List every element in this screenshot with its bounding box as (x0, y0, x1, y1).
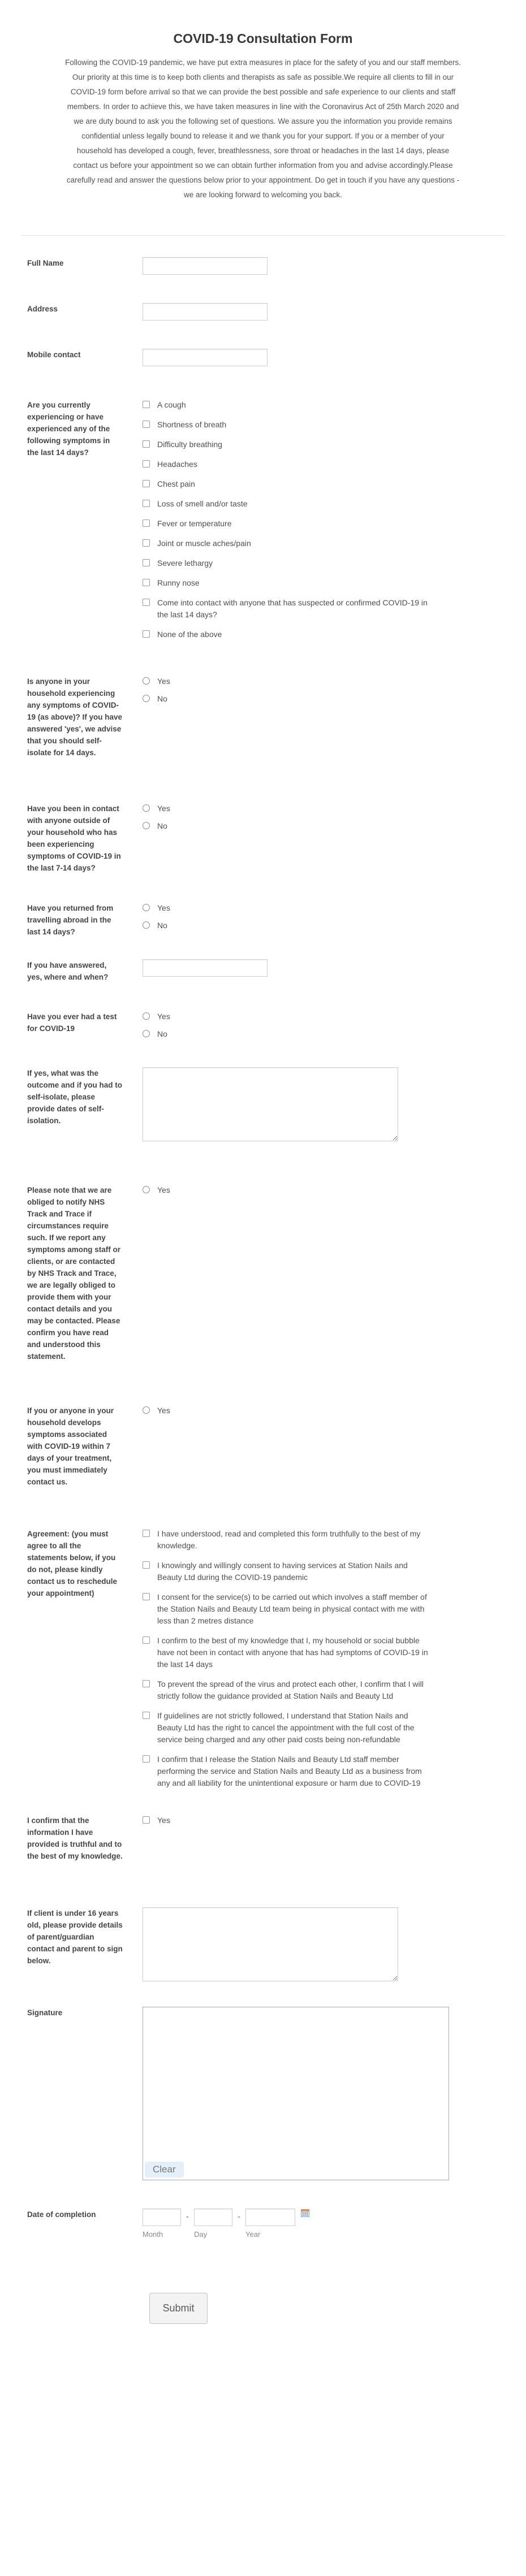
field-symptoms (0, 399, 526, 640)
checkbox-icon[interactable] (143, 460, 150, 467)
radio-icon[interactable] (143, 695, 150, 702)
address-input[interactable] (143, 303, 268, 321)
checkbox-icon[interactable] (143, 539, 150, 547)
full-name-input[interactable] (143, 257, 268, 275)
radio-icon[interactable] (143, 904, 150, 911)
field-date-of-completion (0, 2209, 526, 2239)
field-covid-test (0, 1011, 526, 1040)
travel-abroad-label: Have you returned from travelling abroad in the last 14 days? (27, 904, 114, 936)
date-of-completion-label: Date of completion (27, 2210, 96, 2219)
household-symptoms-options (143, 676, 170, 705)
radio-icon[interactable] (143, 677, 150, 685)
date-day-input[interactable] (194, 2209, 232, 2226)
mobile-contact-label: Mobile contact (27, 350, 81, 359)
household-symptoms-label: Is anyone in your household experiencing any symptoms of COVID-19 (as above)? If you have answered 'yes', we advise that you should self-isolate for 14 days. (27, 677, 123, 757)
symptom-option-joint-muscle-aches[interactable]: Joint or muscle aches/pain (143, 538, 440, 549)
covid-test-no[interactable]: No (143, 1028, 170, 1040)
agreement-label: Agreement: (you must agree to all the statements below, if you do not, please kindly contact us to reschedule your appointment) (27, 1530, 118, 1597)
date-of-completion-control (143, 2209, 309, 2239)
field-mobile-contact (0, 349, 526, 366)
contact-outside-yes[interactable]: Yes (143, 803, 170, 815)
symptom-option-severe-lethargy[interactable]: Severe lethargy (143, 557, 440, 569)
field-contact-outside (0, 803, 526, 874)
travel-abroad-options (143, 902, 170, 932)
field-test-outcome (0, 1067, 526, 1144)
field-develops-symptoms (0, 1405, 526, 1488)
test-outcome-label: If yes, what was the outcome and if you had to self-isolate, please provide dates of self-isolation. (27, 1069, 122, 1125)
checkbox-icon[interactable] (143, 480, 150, 487)
confirm-truthful-yes[interactable]: Yes (143, 1815, 170, 1826)
field-full-name (0, 257, 526, 275)
agreement-option-liability-release[interactable]: I confirm that I release the Station Nails and Beauty Ltd staff member performing the service and Station Nails and Beauty Ltd as a business from any and all liability for the unintentional exposure or harm due to COVID-19 (143, 1754, 429, 1789)
field-nhs-track-trace (0, 1184, 526, 1362)
checkbox-icon[interactable] (143, 579, 150, 586)
symptom-option-headaches[interactable]: Headaches (143, 458, 440, 470)
symptom-option-cough[interactable]: A cough (143, 399, 440, 411)
radio-icon[interactable] (143, 1186, 150, 1193)
test-outcome-textarea[interactable] (143, 1067, 398, 1141)
field-agreement (0, 1528, 526, 1789)
mobile-contact-input[interactable] (143, 349, 268, 366)
radio-icon[interactable] (143, 822, 150, 829)
address-label: Address (27, 305, 58, 313)
signature-pad[interactable] (143, 2007, 449, 2180)
field-confirm-truthful (0, 1815, 526, 1862)
develops-symptoms-label: If you or anyone in your household develops symptoms associated with COVID-19 within 7 days of your treatment, you must immediately contact us. (27, 1406, 114, 1486)
where-when-label: If you have answered, yes, where and when? (27, 961, 109, 981)
date-month-input[interactable] (143, 2209, 181, 2226)
under-16-textarea[interactable] (143, 1907, 398, 1981)
symptoms-label: Are you currently experiencing or have experienced any of the following symptoms in the last 14 days? (27, 401, 110, 457)
symptom-option-difficulty-breathing[interactable]: Difficulty breathing (143, 439, 440, 451)
symptom-option-loss-of-smell-taste[interactable]: Loss of smell and/or taste (143, 498, 440, 510)
where-when-input[interactable] (143, 959, 268, 977)
agreement-options (143, 1528, 429, 1789)
radio-icon[interactable] (143, 921, 150, 929)
confirm-truthful-options (143, 1815, 170, 1826)
develops-symptoms-options (143, 1405, 170, 1417)
contact-outside-options (143, 803, 170, 832)
contact-outside-no[interactable]: No (143, 820, 170, 832)
checkbox-icon[interactable] (143, 630, 150, 638)
under-16-label: If client is under 16 years old, please provide details of parent/guardian contact and parent to sign below. (27, 1909, 123, 1965)
symptom-option-none-of-the-above[interactable]: None of the above (143, 629, 440, 640)
agreement-option-physical-contact[interactable]: I consent for the service(s) to be carried out which involves a staff member of the Station Nails and Beauty Ltd team being in physical contact with me with less than 2 metres distance (143, 1591, 429, 1627)
field-signature (0, 2007, 526, 2180)
checkbox-icon[interactable] (143, 1816, 150, 1824)
date-year-sublabel: Year (245, 2230, 261, 2239)
checkbox-icon[interactable] (143, 1561, 150, 1569)
agreement-option-cancellation-policy[interactable]: If guidelines are not strictly followed, I understand that Station Nails and Beauty Ltd has the right to cancel the appointment with the full cost of the service being charged and any other paid costs being non-refundable (143, 1710, 429, 1746)
agreement-option-no-contact-14-days[interactable]: I confirm to the best of my knowledge that I, my household or social bubble have not been in contact with anyone that has had symptoms of COVID-19 in the last 14 days (143, 1635, 429, 1670)
full-name-label: Full Name (27, 259, 64, 267)
confirm-truthful-label: I confirm that the information I have provided is truthful and to the best of my knowledge. (27, 1816, 123, 1860)
symptoms-options (143, 399, 440, 640)
page-title: COVID-19 Consultation Form (173, 31, 353, 46)
checkbox-icon[interactable] (143, 440, 150, 448)
checkbox-icon[interactable] (143, 1636, 150, 1644)
field-address (0, 303, 526, 321)
radio-icon[interactable] (143, 1030, 150, 1037)
date-day-sublabel: Day (194, 2230, 208, 2239)
symptom-option-chest-pain[interactable]: Chest pain (143, 478, 440, 490)
signature-label: Signature (27, 2008, 63, 2017)
field-household-symptoms (0, 676, 526, 759)
contact-outside-label: Have you been in contact with anyone outside of your household who has been experiencing symptoms of COVID-19 in the last 7-14 days? (27, 804, 121, 872)
checkbox-icon[interactable] (143, 401, 150, 408)
checkbox-icon[interactable] (143, 599, 150, 606)
household-symptoms-yes[interactable]: Yes (143, 676, 170, 687)
covid-test-yes[interactable]: Yes (143, 1011, 170, 1023)
calendar-icon[interactable] (301, 2209, 309, 2220)
submit-row (149, 2293, 526, 2324)
nhs-track-trace-yes[interactable]: Yes (143, 1184, 170, 1196)
agreement-option-consent-services[interactable]: I knowingly and willingly consent to having services at Station Nails and Beauty Ltd during the COVID-19 pandemic (143, 1560, 429, 1583)
checkbox-icon[interactable] (143, 1530, 150, 1537)
develops-symptoms-yes[interactable]: Yes (143, 1405, 170, 1417)
intro-text: Following the COVID-19 pandemic, we have put extra measures in place for the safety of you and our staff members. Our priority at this time is to keep both clients and therapists as safe as possible.We require all clients to fill in our COVID-19 form before arrival so that we can provide the best possible and safe experience to our clients and staff members. In order to achieve this, we have taken measures in line with the Coronavirus Act of 25th March 2020 and we are duty bound to ask you the following set of questions. We assure you the information you provide remains confidential unless legally bound to release it and we thank you for your support. If you or a member of your household has developed a cough, fever, breathlessness, sore throat or headaches in the last 14 days, please contact us before your appointment so we can obtain further information from you and advise accordingly.Please carefully read and answer the questions below prior to your appointment. Do get in touch if you have any questions - we are looking forward to welcoming you back. (65, 58, 461, 199)
date-month-sublabel: Month (143, 2230, 163, 2239)
checkbox-icon[interactable] (143, 1755, 150, 1763)
travel-abroad-yes[interactable]: Yes (143, 902, 170, 914)
nhs-track-trace-label: Please note that we are obliged to notify NHS Track and Trace if circumstances require such. If we report any symptoms among staff or clients, or are contacted by NHS Track and Trace, we are legally obliged to provide them with your contact details and you may be contacted. Please confirm you have read and understood this statement. (27, 1186, 121, 1361)
checkbox-icon[interactable] (143, 1680, 150, 1687)
travel-abroad-no[interactable]: No (143, 920, 170, 932)
field-travel-abroad (0, 902, 526, 938)
symptom-option-shortness-of-breath[interactable]: Shortness of breath (143, 419, 440, 431)
field-where-when (0, 959, 526, 983)
submit-button[interactable]: Submit (149, 2293, 208, 2324)
household-symptoms-no[interactable]: No (143, 693, 170, 705)
checkbox-icon[interactable] (143, 1712, 150, 1719)
checkbox-icon[interactable] (143, 500, 150, 507)
checkbox-icon[interactable] (143, 559, 150, 566)
covid-test-options (143, 1011, 170, 1040)
covid-test-label: Have you ever had a test for COVID-19 (27, 1012, 117, 1033)
signature-clear-button[interactable]: Clear (145, 2162, 184, 2177)
checkbox-icon[interactable] (143, 421, 150, 428)
radio-icon[interactable] (143, 1406, 150, 1414)
date-separator: - (186, 2212, 189, 2222)
checkbox-icon[interactable] (143, 1593, 150, 1600)
checkbox-icon[interactable] (143, 519, 150, 527)
date-separator: - (238, 2212, 240, 2222)
radio-icon[interactable] (143, 1012, 150, 1020)
agreement-option-completed-truthfully[interactable]: I have understood, read and completed this form truthfully to the best of my knowledge. (143, 1528, 429, 1552)
nhs-track-trace-options (143, 1184, 170, 1196)
symptom-option-contact-confirmed-case[interactable]: Come into contact with anyone that has suspected or confirmed COVID-19 in the last 14 days? (143, 597, 440, 621)
symptom-option-fever[interactable]: Fever or temperature (143, 518, 440, 530)
radio-icon[interactable] (143, 804, 150, 812)
agreement-option-follow-guidance[interactable]: To prevent the spread of the virus and protect each other, I confirm that I will strictly follow the guidance provided at Station Nails and Beauty Ltd (143, 1678, 429, 1702)
field-under-16 (0, 1907, 526, 1984)
symptom-option-runny-nose[interactable]: Runny nose (143, 577, 440, 589)
date-year-input[interactable] (245, 2209, 295, 2226)
form-body (0, 236, 526, 2324)
